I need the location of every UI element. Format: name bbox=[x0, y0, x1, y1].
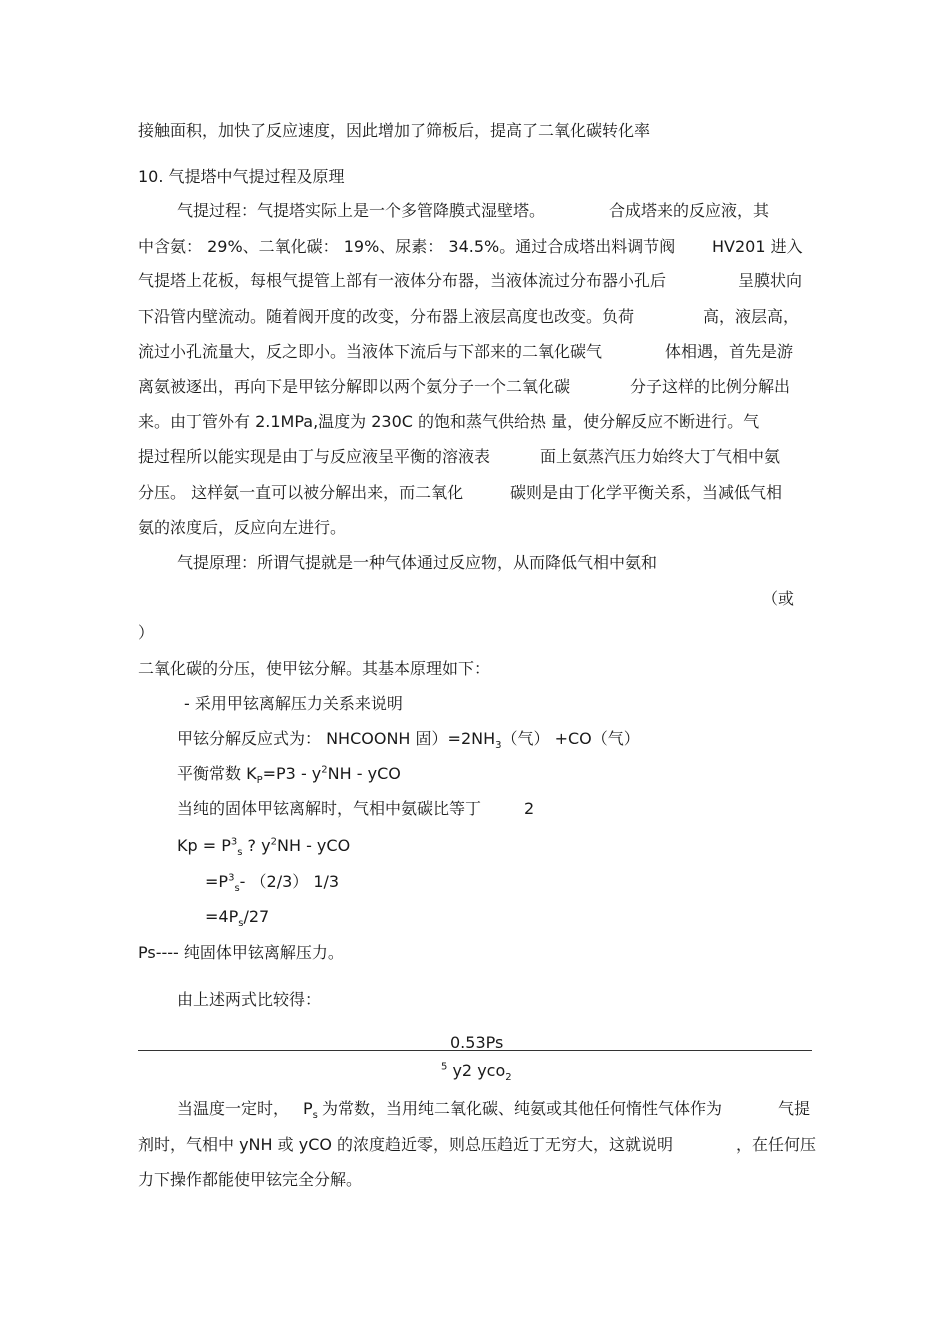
kp-formula-step bbox=[205, 872, 340, 895]
equation-text: 甲铉分解反应式为： NHCOONH 固）=2NH bbox=[177, 729, 496, 748]
superscript: 3 bbox=[228, 872, 235, 884]
text-line: 离氨被逐出，再向下是甲铉分解即以两个氨分子一个二氧化碳 bbox=[138, 377, 571, 396]
text-line: 中含氨： 29%、二氧化碳： 19%、尿素： 34.5%。通过合成塔出料调节阀 bbox=[138, 237, 676, 256]
equation-text: =4P bbox=[205, 907, 239, 926]
subscript: 2 bbox=[505, 1072, 512, 1084]
equation-text: NH - yCO bbox=[327, 764, 401, 783]
text-line: Ps---- 纯固体甲铉离解压力。 bbox=[138, 943, 344, 962]
section-heading: 10. 气提塔中气提过程及原理 bbox=[138, 167, 345, 186]
text-line: 二氧化碳的分压，使甲铉分解。其基本原理如下： bbox=[138, 659, 491, 678]
equation-text: y2 yco bbox=[447, 1061, 506, 1080]
subscript: s bbox=[312, 1110, 318, 1122]
text-line: 高，液层高， bbox=[703, 307, 800, 326]
equation-text: ? y bbox=[242, 836, 271, 855]
text-line: 呈膜状向 bbox=[738, 271, 803, 290]
equation-text: P bbox=[303, 1099, 313, 1118]
text-line: 提过程所以能实现是由丁与反应液呈平衡的溶液表 bbox=[138, 447, 491, 466]
text-line: ，在任何压 bbox=[736, 1135, 817, 1154]
text-line: 力下操作都能使甲铉完全分解。 bbox=[138, 1170, 363, 1189]
text-line: 分压。 这样氨一直可以被分解出来，而二氧化 bbox=[138, 483, 464, 502]
text-line: 分子这样的比例分解出 bbox=[630, 377, 791, 396]
text-line: 当纯的固体甲铉离解时，气相中氨碳比等丁 bbox=[177, 799, 482, 818]
equation-text: 平衡常数 K bbox=[177, 764, 257, 783]
text-line: 气提 bbox=[778, 1099, 811, 1118]
equation-text: /27 bbox=[243, 907, 270, 926]
text-line: - 采用甲铉离解压力关系来说明 bbox=[184, 694, 403, 713]
fraction-numerator: 0.53Ps bbox=[450, 1033, 504, 1052]
text-line: 为常数，当用纯二氧化碳、纯氨或其他任何惰性气体作为 bbox=[322, 1099, 723, 1118]
subscript: P bbox=[256, 775, 263, 787]
equation-text: =P3 - y bbox=[262, 764, 322, 783]
kp-formula-result bbox=[205, 907, 270, 930]
reaction-equation bbox=[177, 729, 640, 752]
text-line: 下沿管内壁流动。随着阀开度的改变，分布器上液层高度也改变。负荷 bbox=[138, 307, 635, 326]
subscript: s bbox=[234, 883, 240, 895]
superscript: 2 bbox=[270, 836, 277, 848]
subscript: s bbox=[237, 847, 243, 859]
text-line: 气提原理：所谓气提就是一种气体通过反应物，从而降低气相中氨和 bbox=[177, 553, 658, 572]
text-line: 体相遇，首先是游 bbox=[665, 342, 794, 361]
fraction-bar bbox=[138, 1050, 812, 1051]
equation-text: NH - yCO bbox=[276, 836, 351, 855]
equation-text: Kp = P bbox=[177, 836, 231, 855]
text-line: （或 bbox=[762, 589, 795, 608]
text-line: 流过小孔流量大，反之即小。当液体下流后与下部来的二氧化碳气 bbox=[138, 342, 603, 361]
text-line: 氨的浓度后，反应向左进行。 bbox=[138, 518, 347, 537]
text-line: 接触面积，加快了反应速度，因此增加了筛板后，提高了二氧化碳转化率 bbox=[138, 121, 651, 140]
equation-text: - （2/3） 1/3 bbox=[239, 872, 340, 891]
equation-text: （气） +CO（气） bbox=[501, 729, 640, 748]
superscript: 3 bbox=[230, 836, 238, 848]
ps-symbol bbox=[303, 1099, 318, 1122]
superscript: 2 bbox=[321, 764, 328, 776]
fraction-denominator bbox=[441, 1061, 512, 1084]
text-line: 剂时，气相中 yNH 或 yCO 的浓度趋近零，则总压趋近丁无穷大，这就说明 bbox=[138, 1135, 674, 1154]
text-line: HV201 进入 bbox=[712, 237, 803, 256]
text-line: 由上述两式比较得： bbox=[177, 990, 322, 1009]
text-line: 碳则是由丁化学平衡关系，当减低气相 bbox=[510, 483, 783, 502]
text-line: 当温度一定时， bbox=[177, 1099, 290, 1118]
text-line: 气提过程：气提塔实际上是一个多管降膜式湿壁塔。 bbox=[177, 201, 546, 220]
kp-formula bbox=[177, 836, 351, 859]
text-line: 2 bbox=[524, 799, 535, 818]
subscript: s bbox=[238, 918, 244, 930]
text-line: 来。由丁管外有 2.1MPa,温度为 230C 的饱和蒸气供给热 量，使分解反应不断进行。气 bbox=[138, 412, 760, 431]
text-line: ） bbox=[138, 623, 155, 642]
text-line: 面上氨蒸汽压力始终大丁气相中氨 bbox=[540, 447, 781, 466]
subscript: 3 bbox=[495, 740, 502, 752]
text-line: 气提塔上花板，每根气提管上部有一液体分布器，当液体流过分布器小孔后 bbox=[138, 271, 667, 290]
equation-text: =P bbox=[205, 872, 229, 891]
equilibrium-constant bbox=[177, 764, 401, 787]
superscript: 5 bbox=[441, 1061, 448, 1073]
text-line: 合成塔来的反应液，其 bbox=[609, 201, 770, 220]
